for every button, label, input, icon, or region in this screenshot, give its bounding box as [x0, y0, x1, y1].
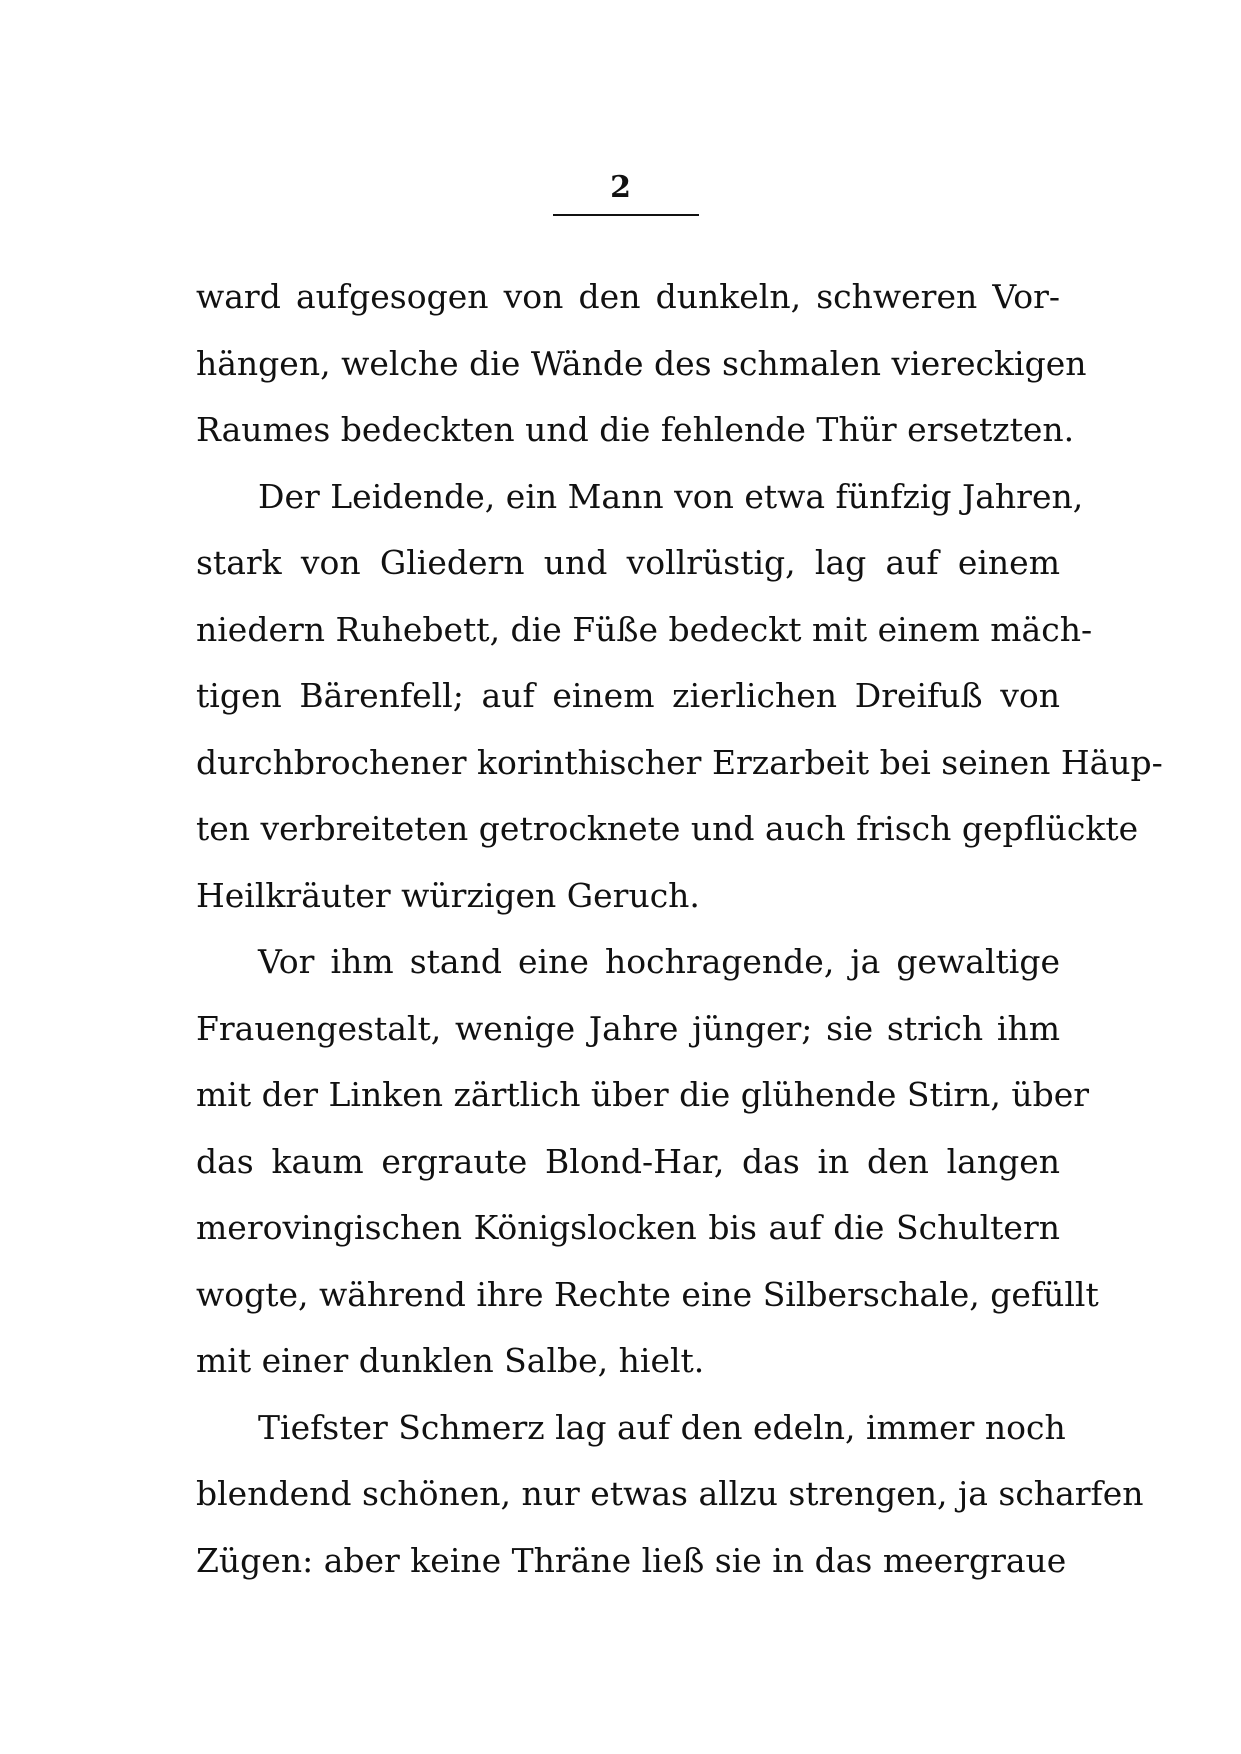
text-line: mit einer dunklen Salbe, hielt.: [196, 1341, 705, 1380]
text-line: das kaum ergraute Blond-Har, das in den langen: [196, 1141, 1060, 1181]
text-line: Frauengestalt, wenige Jahre jünger; sie strich ihm: [196, 1008, 1060, 1048]
text-line: hängen, welche die Wände des schmalen viereckigen: [196, 343, 1087, 383]
text-line: tigen Bärenfell; auf einem zierlichen Dreifuß von: [196, 676, 1060, 715]
text-line: merovingischen Königslocken bis auf die Schultern: [196, 1208, 1060, 1247]
text-line: durchbrochener korinthischer Erzarbeit bei seinen Häup-: [196, 742, 1163, 782]
header-rule: [553, 214, 699, 216]
text-line: Heilkräuter würzigen Geruch.: [196, 875, 700, 915]
text-line: Raumes bedeckten und die fehlende Thür ersetzten.: [196, 410, 1075, 449]
text-line: niedern Ruhebett, die Füße bedeckt mit einem mäch-: [196, 609, 1093, 649]
text-line: stark von Gliedern und vollrüstig, lag auf einem: [196, 543, 1060, 582]
text-line: Vor ihm stand eine hochragende, ja gewaltige: [258, 942, 1060, 981]
text-line: wogte, während ihre Rechte eine Silberschale, gefüllt: [196, 1274, 1099, 1314]
body-text: [196, 264, 1163, 1594]
page-number: 2: [610, 170, 631, 205]
text-line: Zügen: aber keine Thräne ließ sie in das meergraue: [196, 1540, 1067, 1580]
text-line: Der Leidende, ein Mann von etwa fünfzig Jahren,: [258, 476, 1084, 516]
text-line: ten verbreiteten getrocknete und auch frisch gepflückte: [196, 809, 1139, 848]
text-line: blendend schönen, nur etwas allzu strengen, ja scharfen: [196, 1474, 1144, 1513]
text-line: mit der Linken zärtlich über die glühende Stirn, über: [196, 1075, 1090, 1114]
text-line: Tiefster Schmerz lag auf den edeln, immer noch: [258, 1407, 1066, 1447]
text-line: ward aufgesogen von den dunkeln, schweren Vor-: [196, 277, 1060, 316]
